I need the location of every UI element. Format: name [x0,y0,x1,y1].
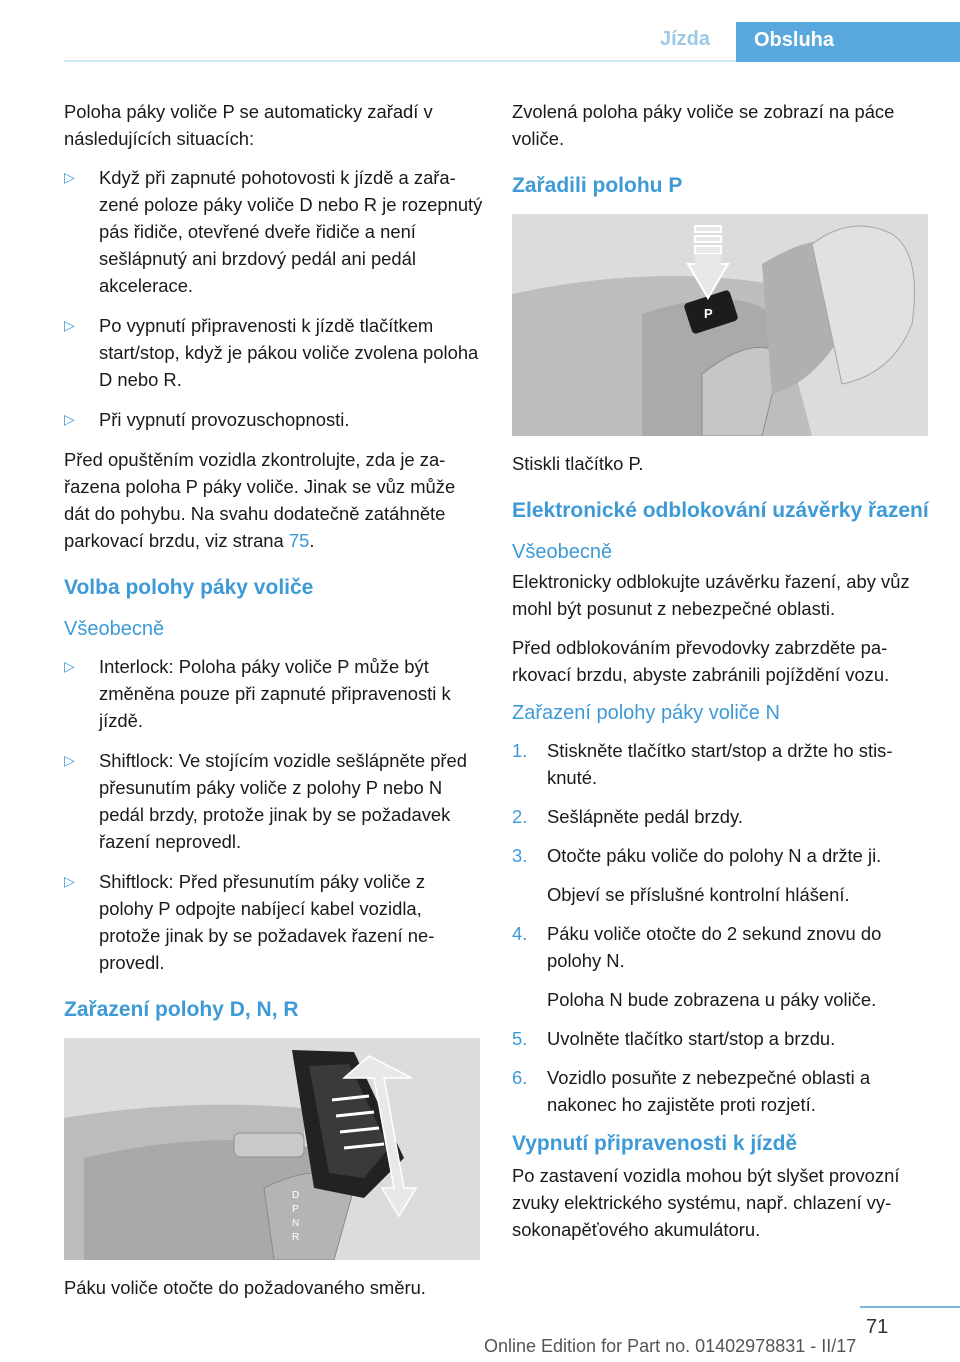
step-text: Vozidlo posuňte z nebezpečné oblasti a nakonec ho zajistěte proti rozjetí. [547,1067,871,1115]
list-item-text: Interlock: Poloha páky voliče P může být změněna pouze při zapnuté připravenosti k jízdě. [99,656,451,731]
park-button-illustration [512,214,928,436]
situations-list [64,164,484,433]
page-number: 71 [866,1316,889,1338]
step-text: Stiskněte tlačítko start/stop a držte ho stisknuté. [547,740,893,788]
unlock-paragraph: Elektronicky odblokujte uzávěrku řazení, aby vůz mohl být posunut z nebezpečné oblasti. [512,571,910,619]
figure-caption: Stiskli tlačítko P. [512,453,644,474]
heading-zarazeni-n: Zařazení polohy páky voliče N [512,702,780,724]
left-column [64,98,484,1313]
step-item [512,842,932,908]
triangle-bullet-icon: ▷ [64,169,75,185]
list-item [64,747,484,855]
neutral-steps-list [512,737,932,1118]
intro-paragraph: Poloha páky voliče P se automaticky zařadí v následujících situacích: [64,101,433,149]
step-number: 4. [512,923,528,944]
list-item [64,868,484,976]
gear-label-n: N [292,1218,300,1229]
selector-display-paragraph: Zvolená poloha páky voliče se zobrazí na páce voliče. [512,101,895,149]
gear-selector-rotate-figure [64,1038,480,1260]
gear-label-r: R [292,1232,300,1243]
step-number: 2. [512,806,528,827]
right-column [512,98,932,1255]
step-number: 1. [512,740,528,761]
heading-elektronicke: Elektronické odblokování uzávěrky řazení [512,499,929,522]
tab-obsluha[interactable]: Obsluha [736,22,960,62]
paragraph-end: . [309,530,315,551]
triangle-bullet-icon: ▷ [64,411,75,427]
triangle-bullet-icon: ▷ [64,658,75,674]
operating-noise-paragraph: Po zastavení vozidla mohou být slyšet provozní zvuky elektrického systému, např. chlazení vysokonapěťového akumulátoru. [512,1165,900,1240]
list-item [64,406,484,433]
figure-caption: Páku voliče otočte do požadovaného směru. [64,1277,426,1298]
paragraph-text: Před opuštěním vozidla zkontrolujte, zda je zařazena poloha P páky voliče. Jinak se vůz může dát do pohybu. Na svahu dodatečně zatáhněte parkovací brzdu, viz strana [64,449,456,551]
gear-label-d: D [292,1190,300,1201]
heading-vseobecne: Všeobecně [64,618,165,640]
list-item [64,164,484,299]
triangle-bullet-icon: ▷ [64,873,75,889]
footer-rule [860,1306,960,1308]
heading-zaradili-p: Zařadili polohu P [512,174,683,197]
park-button-figure [512,214,928,436]
step-item [512,920,932,1013]
parking-brake-paragraph: Před odblokováním převodovky zabrzděte parkovací brzdu, abyste zabránili pojíždění vozu. [512,637,890,685]
step-text: Uvolněte tlačítko start/stop a brzdu. [547,1028,836,1049]
list-item [64,312,484,393]
heading-vypnuti: Vypnutí připravenosti k jízdě [512,1132,798,1155]
step-text: Sešlápněte pedál brzdy. [547,806,743,827]
heading-vseobecne: Všeobecně [512,541,613,563]
step-text: Páku voliče otočte do 2 sekund znovu do polohy N. [547,923,882,971]
heading-zarazeni-dnr: Zařazení polohy D, N, R [64,998,299,1021]
step-note: Objeví se příslušné kontrolní hlášení. [547,884,850,905]
lock-list [64,653,484,976]
list-item-text: Při vypnutí provozuschopnosti. [99,409,350,430]
triangle-bullet-icon: ▷ [64,317,75,333]
step-number: 6. [512,1067,528,1088]
footer-edition: Online Edition for Part no. 01402978831 - II/17 [484,1336,857,1356]
step-item [512,737,932,791]
gear-selector-rotate-illustration [64,1038,480,1260]
tab-jizda[interactable]: Jízda [660,28,711,50]
page-reference-link[interactable]: 75 [288,530,310,551]
park-label: P [704,306,713,321]
list-item-text: Shiftlock: Před přesunutím páky voliče z polohy P odpojte nabíjecí kabel vozidla, protože jinak by se požadavek řazení neprovedl. [99,871,435,973]
triangle-bullet-icon: ▷ [64,752,75,768]
check-parking-paragraph [64,446,484,554]
step-number: 3. [512,845,528,866]
heading-volba: Volba polohy páky voliče [64,576,314,599]
list-item [64,653,484,734]
step-item [512,1064,932,1118]
list-item-text: Po vypnutí připravenosti k jízdě tlačítkem start/stop, když je pákou voliče zvolena poloha D nebo R. [99,315,479,390]
step-item [512,1025,932,1052]
list-item-text: Když při zapnuté pohotovosti k jízdě a zařazené poloze páky voliče D nebo R je rozepnutý pás řidiče, otevřené dveře řidiče a není sešlápnutý ani brzdový pedál ani pedál akcelerace. [99,167,483,296]
list-item-text: Shiftlock: Ve stojícím vozidle sešlápněte před přesunutím páky voliče z polohy P nebo N pedál brzdy, protože jinak by se požadavek řazení neprovedl. [99,750,468,852]
step-number: 5. [512,1028,528,1049]
step-text: Otočte páku voliče do polohy N a držte ji. [547,845,882,866]
gear-label-p: P [292,1204,299,1215]
step-note: Poloha N bude zobrazena u páky voliče. [547,989,877,1010]
step-item [512,803,932,830]
